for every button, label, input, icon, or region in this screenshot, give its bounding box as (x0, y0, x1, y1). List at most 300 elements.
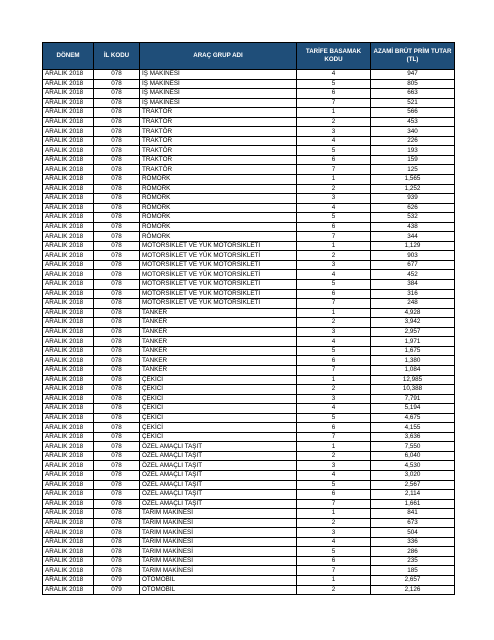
cell-il-kodu: 078 (94, 470, 140, 480)
cell-arac-grup-adi: ÖZEL AMAÇLI TAŞIT (140, 470, 297, 480)
cell-prim-tutar: 193 (371, 146, 455, 156)
cell-arac-grup-adi: ÖZEL AMAÇLI TAŞIT (140, 451, 297, 461)
table-row (43, 470, 455, 480)
cell-tarife-basamak-kodu: 3 (297, 528, 371, 538)
cell-tarife-basamak-kodu: 2 (297, 184, 371, 194)
table-row (43, 213, 455, 223)
cell-donem: ARALIK 2018 (43, 575, 94, 585)
cell-tarife-basamak-kodu: 6 (297, 556, 371, 566)
cell-tarife-basamak-kodu: 3 (297, 394, 371, 404)
cell-tarife-basamak-kodu: 5 (297, 146, 371, 156)
cell-prim-tutar: 10,388 (371, 385, 455, 395)
table-row (43, 232, 455, 242)
header-azami-brut-prim-tutar: AZAMİ BRÜT PRİM TUTAR (TL) (371, 43, 455, 70)
cell-donem: ARALIK 2018 (43, 413, 94, 423)
cell-tarife-basamak-kodu: 2 (297, 585, 371, 595)
table-row (43, 155, 455, 165)
cell-il-kodu: 078 (94, 175, 140, 185)
cell-tarife-basamak-kodu: 7 (297, 299, 371, 309)
cell-donem: ARALIK 2018 (43, 127, 94, 137)
cell-tarife-basamak-kodu: 2 (297, 318, 371, 328)
cell-il-kodu: 078 (94, 423, 140, 433)
cell-donem: ARALIK 2018 (43, 232, 94, 242)
cell-donem: ARALIK 2018 (43, 165, 94, 175)
cell-il-kodu: 078 (94, 70, 140, 80)
table-row (43, 308, 455, 318)
cell-prim-tutar: 4,675 (371, 413, 455, 423)
cell-tarife-basamak-kodu: 4 (297, 70, 371, 80)
table-row (43, 556, 455, 566)
cell-tarife-basamak-kodu: 1 (297, 308, 371, 318)
cell-prim-tutar: 521 (371, 98, 455, 108)
table-row (43, 89, 455, 99)
table-row (43, 165, 455, 175)
cell-prim-tutar: 3,942 (371, 318, 455, 328)
cell-il-kodu: 078 (94, 280, 140, 290)
cell-arac-grup-adi: TANKER (140, 318, 297, 328)
cell-prim-tutar: 6,040 (371, 451, 455, 461)
cell-tarife-basamak-kodu: 4 (297, 537, 371, 547)
cell-tarife-basamak-kodu: 5 (297, 547, 371, 557)
cell-prim-tutar: 1,252 (371, 184, 455, 194)
cell-donem: ARALIK 2018 (43, 222, 94, 232)
cell-il-kodu: 078 (94, 194, 140, 204)
cell-prim-tutar: 2,126 (371, 585, 455, 595)
cell-arac-grup-adi: MOTORSİKLET VE YÜK MOTORSİKLETİ (140, 280, 297, 290)
table-row (43, 194, 455, 204)
cell-tarife-basamak-kodu: 3 (297, 327, 371, 337)
table-row (43, 241, 455, 251)
cell-tarife-basamak-kodu: 1 (297, 108, 371, 118)
cell-il-kodu: 078 (94, 490, 140, 500)
cell-donem: ARALIK 2018 (43, 461, 94, 471)
cell-tarife-basamak-kodu: 7 (297, 499, 371, 509)
cell-prim-tutar: 226 (371, 136, 455, 146)
table-row (43, 203, 455, 213)
table-row (43, 509, 455, 519)
cell-il-kodu: 078 (94, 241, 140, 251)
cell-donem: ARALIK 2018 (43, 146, 94, 156)
cell-prim-tutar: 1,129 (371, 241, 455, 251)
cell-arac-grup-adi: TANKER (140, 337, 297, 347)
cell-il-kodu: 078 (94, 375, 140, 385)
cell-donem: ARALIK 2018 (43, 108, 94, 118)
cell-arac-grup-adi: TRAKTÖR (140, 155, 297, 165)
cell-arac-grup-adi: TARIM MAKİNESİ (140, 509, 297, 519)
cell-il-kodu: 078 (94, 365, 140, 375)
cell-arac-grup-adi: RÖMORK (140, 222, 297, 232)
cell-arac-grup-adi: TRAKTÖR (140, 117, 297, 127)
cell-il-kodu: 078 (94, 318, 140, 328)
cell-arac-grup-adi: OTOMOBİL (140, 575, 297, 585)
cell-il-kodu: 078 (94, 547, 140, 557)
cell-prim-tutar: 159 (371, 155, 455, 165)
table-row (43, 222, 455, 232)
table-row (43, 365, 455, 375)
cell-prim-tutar: 1,565 (371, 175, 455, 185)
cell-arac-grup-adi: MOTORSİKLET VE YÜK MOTORSİKLETİ (140, 299, 297, 309)
cell-il-kodu: 078 (94, 461, 140, 471)
cell-tarife-basamak-kodu: 1 (297, 241, 371, 251)
cell-donem: ARALIK 2018 (43, 528, 94, 538)
table-row (43, 461, 455, 471)
cell-prim-tutar: 3,636 (371, 432, 455, 442)
cell-donem: ARALIK 2018 (43, 299, 94, 309)
cell-tarife-basamak-kodu: 7 (297, 98, 371, 108)
cell-tarife-basamak-kodu: 6 (297, 356, 371, 366)
cell-donem: ARALIK 2018 (43, 356, 94, 366)
cell-prim-tutar: 663 (371, 89, 455, 99)
cell-tarife-basamak-kodu: 7 (297, 165, 371, 175)
cell-il-kodu: 078 (94, 432, 140, 442)
cell-tarife-basamak-kodu: 4 (297, 404, 371, 414)
cell-tarife-basamak-kodu: 4 (297, 470, 371, 480)
table-row (43, 585, 455, 595)
cell-donem: ARALIK 2018 (43, 251, 94, 261)
cell-arac-grup-adi: MOTORSİKLET VE YÜK MOTORSİKLETİ (140, 260, 297, 270)
premium-table (42, 42, 455, 595)
cell-donem: ARALIK 2018 (43, 346, 94, 356)
cell-donem: ARALIK 2018 (43, 98, 94, 108)
cell-arac-grup-adi: TARIM MAKİNESİ (140, 556, 297, 566)
cell-arac-grup-adi: MOTORSİKLET VE YÜK MOTORSİKLETİ (140, 289, 297, 299)
cell-tarife-basamak-kodu: 1 (297, 175, 371, 185)
cell-il-kodu: 078 (94, 260, 140, 270)
table-row (43, 432, 455, 442)
table-row (43, 98, 455, 108)
cell-prim-tutar: 2,567 (371, 480, 455, 490)
cell-arac-grup-adi: TRAKTÖR (140, 165, 297, 175)
cell-tarife-basamak-kodu: 3 (297, 260, 371, 270)
table-row (43, 547, 455, 557)
cell-il-kodu: 078 (94, 337, 140, 347)
cell-prim-tutar: 947 (371, 70, 455, 80)
cell-donem: ARALIK 2018 (43, 327, 94, 337)
cell-prim-tutar: 504 (371, 528, 455, 538)
cell-donem: ARALIK 2018 (43, 442, 94, 452)
table-row (43, 79, 455, 89)
cell-prim-tutar: 4,530 (371, 461, 455, 471)
cell-donem: ARALIK 2018 (43, 318, 94, 328)
cell-arac-grup-adi: TRAKTÖR (140, 136, 297, 146)
cell-il-kodu: 078 (94, 165, 140, 175)
cell-donem: ARALIK 2018 (43, 451, 94, 461)
table-row (43, 127, 455, 137)
cell-prim-tutar: 316 (371, 289, 455, 299)
table-row (43, 442, 455, 452)
cell-arac-grup-adi: İŞ MAKİNESİ (140, 98, 297, 108)
cell-il-kodu: 078 (94, 270, 140, 280)
table-row (43, 575, 455, 585)
cell-prim-tutar: 5,194 (371, 404, 455, 414)
cell-arac-grup-adi: TANKER (140, 346, 297, 356)
cell-arac-grup-adi: TARIM MAKİNESİ (140, 518, 297, 528)
table-row (43, 480, 455, 490)
cell-tarife-basamak-kodu: 2 (297, 251, 371, 261)
cell-prim-tutar: 1,380 (371, 356, 455, 366)
cell-il-kodu: 079 (94, 575, 140, 585)
cell-arac-grup-adi: ÖZEL AMAÇLI TAŞIT (140, 461, 297, 471)
cell-arac-grup-adi: ÇEKİCİ (140, 394, 297, 404)
cell-arac-grup-adi: TARIM MAKİNESİ (140, 547, 297, 557)
table-row (43, 108, 455, 118)
table-row (43, 566, 455, 576)
cell-donem: ARALIK 2018 (43, 566, 94, 576)
cell-tarife-basamak-kodu: 6 (297, 490, 371, 500)
cell-il-kodu: 078 (94, 184, 140, 194)
cell-prim-tutar: 841 (371, 509, 455, 519)
cell-prim-tutar: 1,084 (371, 365, 455, 375)
cell-tarife-basamak-kodu: 2 (297, 451, 371, 461)
table-row (43, 346, 455, 356)
table-row (43, 528, 455, 538)
cell-donem: ARALIK 2018 (43, 184, 94, 194)
cell-tarife-basamak-kodu: 6 (297, 423, 371, 433)
table-row (43, 175, 455, 185)
cell-arac-grup-adi: ÇEKİCİ (140, 432, 297, 442)
cell-arac-grup-adi: TARIM MAKİNESİ (140, 537, 297, 547)
cell-donem: ARALIK 2018 (43, 556, 94, 566)
cell-prim-tutar: 903 (371, 251, 455, 261)
cell-donem: ARALIK 2018 (43, 423, 94, 433)
cell-arac-grup-adi: ÇEKİCİ (140, 413, 297, 423)
table-row (43, 70, 455, 80)
cell-donem: ARALIK 2018 (43, 280, 94, 290)
table-row (43, 289, 455, 299)
cell-prim-tutar: 566 (371, 108, 455, 118)
cell-tarife-basamak-kodu: 7 (297, 566, 371, 576)
cell-prim-tutar: 2,657 (371, 575, 455, 585)
cell-il-kodu: 078 (94, 394, 140, 404)
cell-il-kodu: 078 (94, 499, 140, 509)
header-row (43, 43, 455, 70)
cell-prim-tutar: 185 (371, 566, 455, 576)
cell-prim-tutar: 248 (371, 299, 455, 309)
table-row (43, 318, 455, 328)
header-tarife-basamak-kodu: TARİFE BASAMAK KODU (297, 43, 371, 70)
cell-il-kodu: 078 (94, 385, 140, 395)
cell-prim-tutar: 12,985 (371, 375, 455, 385)
cell-tarife-basamak-kodu: 5 (297, 79, 371, 89)
cell-donem: ARALIK 2018 (43, 385, 94, 395)
cell-donem: ARALIK 2018 (43, 518, 94, 528)
cell-arac-grup-adi: ÖZEL AMAÇLI TAŞIT (140, 480, 297, 490)
cell-donem: ARALIK 2018 (43, 394, 94, 404)
cell-donem: ARALIK 2018 (43, 432, 94, 442)
cell-il-kodu: 078 (94, 232, 140, 242)
cell-prim-tutar: 1,971 (371, 337, 455, 347)
cell-arac-grup-adi: TRAKTÖR (140, 146, 297, 156)
cell-tarife-basamak-kodu: 5 (297, 346, 371, 356)
table-row (43, 375, 455, 385)
cell-donem: ARALIK 2018 (43, 289, 94, 299)
cell-il-kodu: 079 (94, 585, 140, 595)
cell-prim-tutar: 2,957 (371, 327, 455, 337)
cell-il-kodu: 078 (94, 451, 140, 461)
cell-il-kodu: 078 (94, 289, 140, 299)
cell-tarife-basamak-kodu: 5 (297, 280, 371, 290)
cell-arac-grup-adi: RÖMORK (140, 203, 297, 213)
cell-arac-grup-adi: RÖMORK (140, 213, 297, 223)
cell-tarife-basamak-kodu: 1 (297, 575, 371, 585)
cell-prim-tutar: 438 (371, 222, 455, 232)
cell-prim-tutar: 453 (371, 117, 455, 127)
cell-arac-grup-adi: İŞ MAKİNESİ (140, 89, 297, 99)
cell-arac-grup-adi: TANKER (140, 365, 297, 375)
cell-tarife-basamak-kodu: 3 (297, 127, 371, 137)
cell-tarife-basamak-kodu: 6 (297, 289, 371, 299)
cell-il-kodu: 078 (94, 222, 140, 232)
cell-donem: ARALIK 2018 (43, 260, 94, 270)
cell-prim-tutar: 805 (371, 79, 455, 89)
cell-tarife-basamak-kodu: 4 (297, 270, 371, 280)
cell-donem: ARALIK 2018 (43, 213, 94, 223)
cell-il-kodu: 078 (94, 518, 140, 528)
cell-il-kodu: 078 (94, 404, 140, 414)
cell-arac-grup-adi: ÖZEL AMAÇLI TAŞIT (140, 499, 297, 509)
cell-arac-grup-adi: MOTORSİKLET VE YÜK MOTORSİKLETİ (140, 270, 297, 280)
table-row (43, 299, 455, 309)
cell-prim-tutar: 939 (371, 194, 455, 204)
cell-tarife-basamak-kodu: 1 (297, 375, 371, 385)
table-body (43, 70, 455, 595)
cell-il-kodu: 078 (94, 308, 140, 318)
cell-il-kodu: 078 (94, 480, 140, 490)
cell-arac-grup-adi: TANKER (140, 356, 297, 366)
cell-tarife-basamak-kodu: 5 (297, 413, 371, 423)
cell-prim-tutar: 452 (371, 270, 455, 280)
cell-prim-tutar: 125 (371, 165, 455, 175)
cell-arac-grup-adi: TRAKTÖR (140, 127, 297, 137)
table-row (43, 518, 455, 528)
cell-donem: ARALIK 2018 (43, 308, 94, 318)
cell-prim-tutar: 7,550 (371, 442, 455, 452)
cell-il-kodu: 078 (94, 556, 140, 566)
cell-il-kodu: 078 (94, 108, 140, 118)
table-row (43, 423, 455, 433)
cell-tarife-basamak-kodu: 2 (297, 518, 371, 528)
cell-tarife-basamak-kodu: 4 (297, 337, 371, 347)
cell-donem: ARALIK 2018 (43, 404, 94, 414)
cell-tarife-basamak-kodu: 2 (297, 117, 371, 127)
table-header (43, 43, 455, 70)
table-row (43, 280, 455, 290)
cell-arac-grup-adi: ÖZEL AMAÇLI TAŞIT (140, 490, 297, 500)
cell-donem: ARALIK 2018 (43, 365, 94, 375)
table-row (43, 490, 455, 500)
cell-prim-tutar: 336 (371, 537, 455, 547)
cell-il-kodu: 078 (94, 127, 140, 137)
cell-tarife-basamak-kodu: 6 (297, 222, 371, 232)
cell-donem: ARALIK 2018 (43, 547, 94, 557)
cell-arac-grup-adi: RÖMORK (140, 194, 297, 204)
cell-donem: ARALIK 2018 (43, 585, 94, 595)
cell-prim-tutar: 1,661 (371, 499, 455, 509)
cell-arac-grup-adi: İŞ MAKİNESİ (140, 70, 297, 80)
cell-il-kodu: 078 (94, 146, 140, 156)
table-row (43, 413, 455, 423)
cell-prim-tutar: 340 (371, 127, 455, 137)
cell-prim-tutar: 1,675 (371, 346, 455, 356)
table-row (43, 394, 455, 404)
cell-tarife-basamak-kodu: 3 (297, 461, 371, 471)
table-row (43, 499, 455, 509)
table-row (43, 117, 455, 127)
cell-arac-grup-adi: OTOMOBİL (140, 585, 297, 595)
cell-donem: ARALIK 2018 (43, 117, 94, 127)
cell-il-kodu: 078 (94, 299, 140, 309)
cell-tarife-basamak-kodu: 6 (297, 89, 371, 99)
cell-prim-tutar: 3,020 (371, 470, 455, 480)
cell-prim-tutar: 7,791 (371, 394, 455, 404)
cell-arac-grup-adi: ÖZEL AMAÇLI TAŞIT (140, 442, 297, 452)
cell-il-kodu: 078 (94, 251, 140, 261)
cell-tarife-basamak-kodu: 7 (297, 232, 371, 242)
cell-il-kodu: 078 (94, 537, 140, 547)
cell-donem: ARALIK 2018 (43, 70, 94, 80)
cell-donem: ARALIK 2018 (43, 155, 94, 165)
cell-donem: ARALIK 2018 (43, 470, 94, 480)
cell-donem: ARALIK 2018 (43, 509, 94, 519)
cell-prim-tutar: 384 (371, 280, 455, 290)
cell-prim-tutar: 532 (371, 213, 455, 223)
cell-donem: ARALIK 2018 (43, 375, 94, 385)
table-row (43, 184, 455, 194)
cell-arac-grup-adi: RÖMORK (140, 175, 297, 185)
cell-il-kodu: 078 (94, 155, 140, 165)
table-row (43, 260, 455, 270)
table-row (43, 146, 455, 156)
cell-arac-grup-adi: TANKER (140, 308, 297, 318)
cell-prim-tutar: 286 (371, 547, 455, 557)
cell-arac-grup-adi: ÇEKİCİ (140, 385, 297, 395)
cell-donem: ARALIK 2018 (43, 175, 94, 185)
cell-arac-grup-adi: ÇEKİCİ (140, 375, 297, 385)
cell-il-kodu: 078 (94, 509, 140, 519)
cell-prim-tutar: 235 (371, 556, 455, 566)
table-row (43, 385, 455, 395)
table-row (43, 451, 455, 461)
cell-il-kodu: 078 (94, 98, 140, 108)
table-row (43, 136, 455, 146)
header-donem: DÖNEM (43, 43, 94, 70)
cell-il-kodu: 078 (94, 136, 140, 146)
cell-tarife-basamak-kodu: 2 (297, 385, 371, 395)
cell-arac-grup-adi: TARIM MAKİNESİ (140, 566, 297, 576)
cell-tarife-basamak-kodu: 4 (297, 136, 371, 146)
cell-prim-tutar: 2,114 (371, 490, 455, 500)
cell-arac-grup-adi: RÖMORK (140, 232, 297, 242)
cell-il-kodu: 078 (94, 203, 140, 213)
cell-prim-tutar: 4,155 (371, 423, 455, 433)
cell-donem: ARALIK 2018 (43, 480, 94, 490)
cell-il-kodu: 078 (94, 213, 140, 223)
table-row (43, 404, 455, 414)
cell-prim-tutar: 626 (371, 203, 455, 213)
table-row (43, 337, 455, 347)
cell-arac-grup-adi: ÇEKİCİ (140, 404, 297, 414)
cell-tarife-basamak-kodu: 1 (297, 509, 371, 519)
cell-arac-grup-adi: TANKER (140, 327, 297, 337)
header-il-kodu: İL KODU (94, 43, 140, 70)
cell-tarife-basamak-kodu: 4 (297, 203, 371, 213)
cell-tarife-basamak-kodu: 5 (297, 213, 371, 223)
cell-tarife-basamak-kodu: 6 (297, 155, 371, 165)
cell-prim-tutar: 344 (371, 232, 455, 242)
cell-il-kodu: 078 (94, 327, 140, 337)
cell-prim-tutar: 673 (371, 518, 455, 528)
table-row (43, 251, 455, 261)
